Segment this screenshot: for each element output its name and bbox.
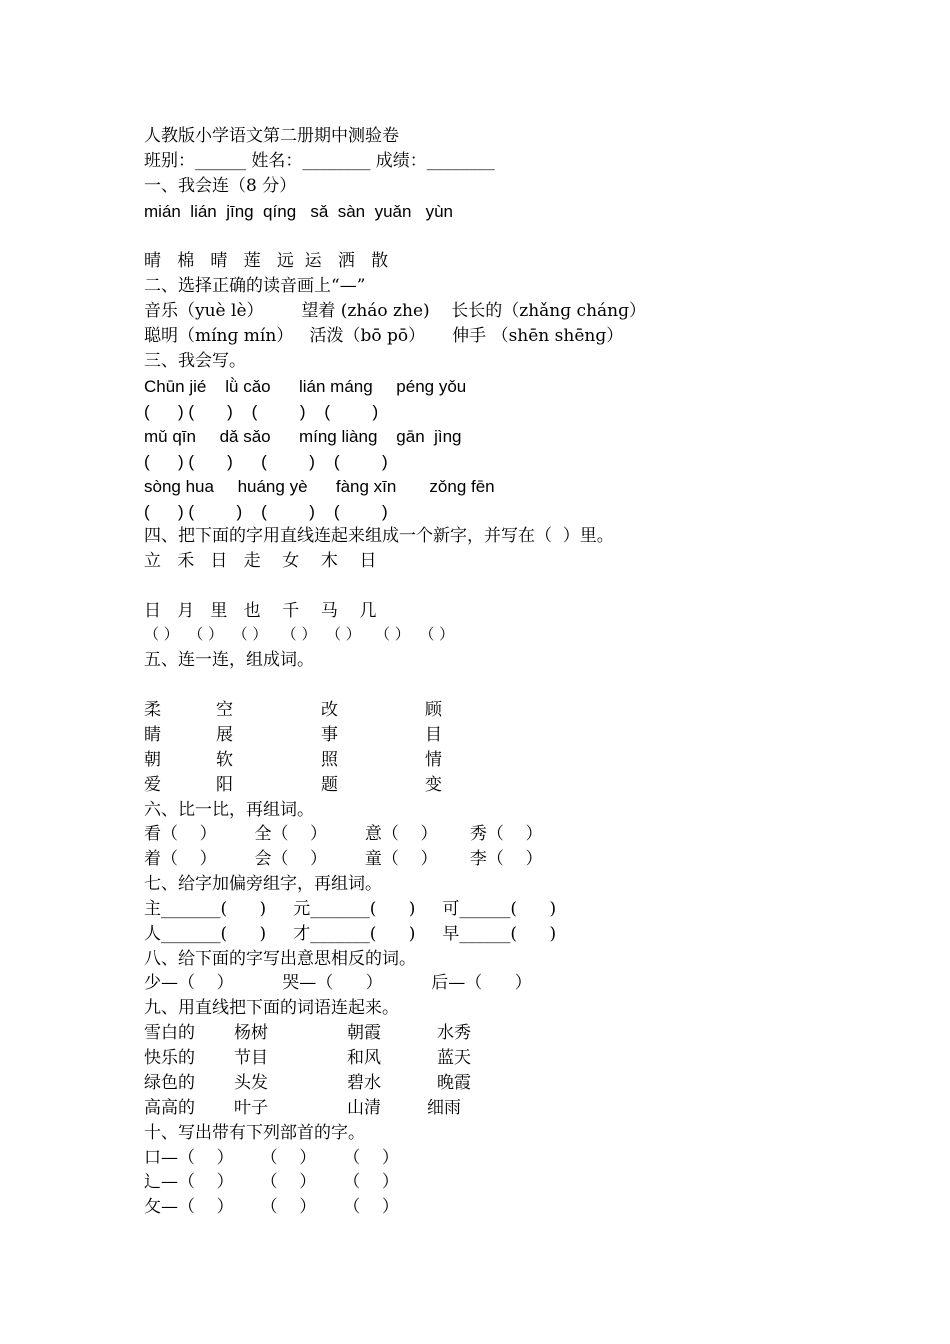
- section-10-line-2: 辶—（ ） （ ） （ ）: [144, 1172, 399, 1192]
- student-info-line: 班别：______ 姓名：________ 成绩：________: [144, 151, 495, 171]
- section-3-heading: 三、我会写。: [144, 351, 246, 371]
- grid-cell: 细雨: [427, 1098, 461, 1118]
- grid-cell: 展: [216, 725, 233, 745]
- section-10-line-3: 攵—（ ） （ ） （ ）: [144, 1197, 399, 1217]
- section-7-line-1: 主_______( ) 元_______( ) 可______( ): [144, 899, 557, 919]
- grid-cell: 山清: [347, 1098, 381, 1118]
- grid-cell: 爱: [144, 775, 161, 795]
- section-2-heading: 二、选择正确的读音画上“—”: [144, 276, 366, 296]
- grid-cell: 情: [425, 750, 442, 770]
- section-3-pinyin-2: mǔ qīn dǎ sǎo mínɡ liànɡ ɡān jìnɡ: [144, 427, 462, 446]
- section-5-heading: 五、连一连，组成词。: [144, 650, 314, 670]
- section-9-heading: 九、用直线把下面的词语连起来。: [144, 998, 399, 1018]
- section-10-line-1: 口—（ ） （ ） （ ）: [144, 1148, 399, 1168]
- section-7-heading: 七、给字加偏旁组字，再组词。: [144, 874, 382, 894]
- grid-cell: 题: [321, 775, 338, 795]
- grid-cell: 和风: [347, 1048, 381, 1068]
- grid-cell: 软: [216, 750, 233, 770]
- section-7-line-2: 人_______( ) 才_______( ) 早______( ): [144, 924, 557, 944]
- section-3-blanks-2: ( ) ( ) ( ) ( ): [144, 452, 388, 471]
- grid-cell: 快乐的: [144, 1048, 195, 1068]
- section-1-heading: 一、我会连（8 分）: [144, 176, 297, 196]
- grid-cell: 碧水: [347, 1073, 381, 1093]
- grid-cell: 变: [425, 775, 442, 795]
- section-8-heading: 八、给下面的字写出意思相反的词。: [144, 949, 416, 969]
- section-1-pinyin: mián lián jīnɡ qínɡ sǎ sàn yuǎn yùn: [144, 202, 454, 221]
- grid-cell: 睛: [144, 725, 161, 745]
- section-4-row-1: 立 禾 日 走 女 木 日: [144, 551, 377, 571]
- section-3-blanks-1: ( ) ( ) ( ) ( ): [144, 402, 379, 421]
- grid-cell: 朝: [144, 750, 161, 770]
- section-3-pinyin-3: sònɡ hua huánɡ yè fànɡ xīn zǒnɡ fēn: [144, 477, 495, 496]
- section-6-heading: 六、比一比，再组词。: [144, 800, 314, 820]
- grid-cell: 高高的: [144, 1098, 195, 1118]
- grid-cell: 水秀: [437, 1023, 471, 1043]
- grid-cell: 杨树: [234, 1023, 268, 1043]
- grid-cell: 叶子: [234, 1098, 268, 1118]
- section-2-line-2: 聪明（mínɡ mín） 活泼（bō pō） 伸手 （shēn shēnɡ）: [144, 326, 624, 346]
- grid-cell: 柔: [144, 700, 161, 720]
- grid-cell: 改: [321, 700, 338, 720]
- grid-cell: 蓝天: [437, 1048, 471, 1068]
- section-8-line: 少—（ ） 哭—（ ） 后—（ ）: [144, 973, 532, 993]
- section-6-line-1: 看（ ） 全（ ） 意（ ） 秀（ ）: [144, 824, 543, 844]
- grid-cell: 绿色的: [144, 1073, 195, 1093]
- section-2-line-1: 音乐（yuè lè） 望着 (zháo zhe) 长长的（zhǎnɡ chánɡ）: [144, 301, 646, 321]
- grid-cell: 节目: [234, 1048, 268, 1068]
- page-title: 人教版小学语文第二册期中测验卷: [144, 126, 399, 146]
- section-4-row-2: 日 月 里 也 千 马 几: [144, 601, 377, 621]
- section-10-heading: 十、写出带有下列部首的字。: [144, 1123, 365, 1143]
- section-1-chars: 晴 棉 晴 莲 远 运 洒 散: [144, 251, 389, 271]
- grid-cell: 朝霞: [347, 1023, 381, 1043]
- grid-cell: 头发: [234, 1073, 268, 1093]
- section-3-blanks-3: ( ) ( ) ( ) ( ): [144, 502, 388, 521]
- grid-cell: 顾: [425, 700, 442, 720]
- section-6-line-2: 着（ ） 会（ ） 童（ ） 李（ ）: [144, 849, 543, 869]
- grid-cell: 阳: [216, 775, 233, 795]
- section-3-pinyin-1: Chūn jié lǜ cǎo lián mánɡ pénɡ yǒu: [144, 377, 467, 396]
- grid-cell: 雪白的: [144, 1023, 195, 1043]
- grid-cell: 空: [216, 700, 233, 720]
- grid-cell: 目: [425, 725, 442, 745]
- section-4-answer-row: （ ） （ ） （ ） （ ） （ ） （ ） （ ）: [144, 625, 455, 643]
- grid-cell: 照: [321, 750, 338, 770]
- grid-cell: 事: [321, 725, 338, 745]
- section-4-heading: 四、把下面的字用直线连起来组成一个新字，并写在（ ）里。: [144, 526, 614, 546]
- grid-cell: 晚霞: [437, 1073, 471, 1093]
